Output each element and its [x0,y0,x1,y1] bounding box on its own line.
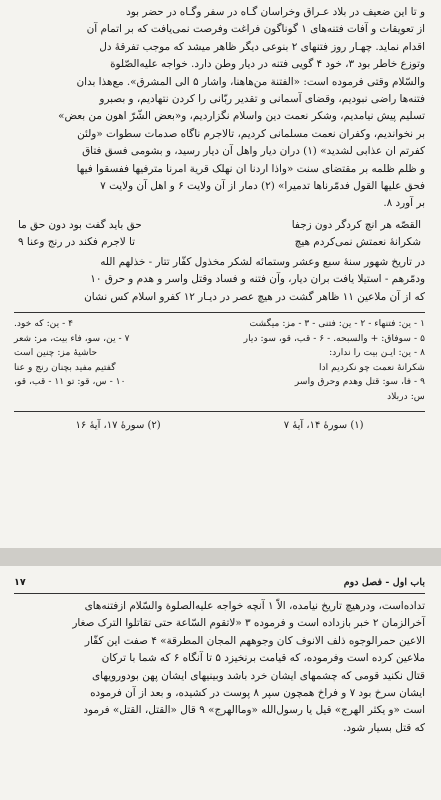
footnote-text [14,390,220,405]
reference: (۲) سورهٔ ۱۷، آیهٔ ۱۶ [75,419,161,431]
text-line: بر آورد ۸. [383,197,425,210]
text-line: ایشان سرخ بود ۷ و فراخ همچون سپر ۸ پوست در کشیده، و بعد از آن فرموده [90,687,425,700]
text-line: کفرتم ان عذابی لشدید» (۱) دران دیار واهل آن دیار رسید، و بشومی فسق فتاق [82,145,425,158]
footnote-row [14,375,425,390]
text-line: وتوزع خاطر بود ۳، خود ۴ گویی فتنه در دیار وطن دارد. خواجه علیه‌الصّلوة [110,58,425,71]
reference: (۱) سورهٔ ۱۴، آیهٔ ۷ [283,419,364,431]
verse-couplet [14,217,425,234]
footnote-text: شکرانهٔ نعمت چو نکردیم ادا [319,361,425,373]
main-text-continued [14,254,425,306]
text-line: آخرالزمان ۲ خبر بازداده است و فرموده ۳ «لاتقوم السّاعة حتی تقاتلوا الترک صغار [72,617,425,630]
verse-hemistich: حق باید گفت بود دون حق ما [18,218,142,231]
footnote-text: حاشیهٔ مز: چنین است [14,347,98,359]
text-line: فتنه‌ها راضی نبودیم، وقضای آسمانی و تقدیر ربّانی را کردن نتهادیم، و بصبرو [99,93,425,106]
footnotes [14,317,425,405]
footnote-text: ۱۰ - س، قو: تو ۱۱ - قب، قو، [14,376,126,388]
text-line: فحق علیها القول فدمّرناها تدمیرا» (۲) دمار از آن ولایت ۶ و اهل آن ولایت ۷ [100,180,425,193]
footnote-text: س: دربلاد [387,391,425,403]
verse-hemistich: تا لاجرم فکند در رنج وعنا ۹ [18,235,136,248]
page-gap [0,548,441,566]
text-line: بر نخواندیم، وکفران نعمت مسلمانی کردیم، تالاجرم ناگاه صدمات سطوات «ولئن [77,127,425,140]
footnote-text: ۸ - ین: ایـن بیت را ندارد: [329,347,425,359]
text-line: از تعویقات و آفات فتنه‌های ۱ گوناگون فراغت وفرصت نمی‌یافت که بر اتمام آن [86,23,425,36]
text-line: تداده‌است، ودرهیچ تاریخ نیامده، الاّ ۱ آنچه خواجه علیه‌الصلوة والسّلام ازفتنه‌های [84,600,425,612]
verse-block [14,217,425,251]
verse-couplet [14,234,425,251]
text-line: اقدام نماید. چهـار روز فتنهای ۲ بنوعی دیگر ظاهر میشد که موجب تفرقهٔ دل [99,40,425,53]
footnote-row [14,332,425,347]
footnote-divider [14,312,425,313]
running-header [14,576,425,594]
text-line: قتال نکنید قومی که چشمهای ایشان خرد باشد وبینیهای ایشان پهن بودورویهای [92,669,425,682]
text-line: تسلیم پیش نیامدیم، وشکر نعمت دین واسلام نگزاردیم، و«بعض الشّرّ اهون من بعض» [58,110,425,123]
footnote-row [14,317,425,332]
text-line: و تا این ضعیف در بلاد عـراق وخراسان گـاه در سفر وگـاه در حضر بود [126,6,425,18]
footnote-text: ۷ - ین، سو، فاء بیت، مر: شعر [14,332,130,344]
text-line: که قتل بسیار شود. [343,721,425,734]
text-line: که از آن ملاعین ۱۱ ظاهر گشت در هیچ عصر در دیـار ۱۲ کفرو اسلام کس نشان [84,290,425,303]
footnote-text: ۱ - ین: فتنهاء - ۲ - ین: فتنی - ۳ - مز: میگشت [249,318,425,330]
chapter-title: باب اول - فصل دوم [343,577,425,588]
verse-hemistich: شکرانهٔ نعمتش نمی‌کردم هیچ [294,235,421,248]
text-line: والسّلام وقتی فرموده است: «الفتنة من‌هاهنا، واشار ۵ الی المشرق». مع‌هذا بدان [76,75,425,88]
text-line: در تاریخ شهور سنهٔ سبع وعشر وستمائه لشکر مخذول کفّار تتار - خذلهم الله [100,255,425,268]
page-number: ۱۷ [14,577,26,588]
main-text-lower [14,598,425,737]
footnote-text: ۵ - سوفاق: + والسبحه. - ۶ - قب، قو، سو: دیار [243,332,425,344]
text-line: ودمّرهم - استیلا یافت بران دیار، وآن فتنه و فساد وقتل واسر و هدم و حرق ۱۰ [90,273,425,286]
text-line: ملاعین کرده است وفرموده، که قیامت برنخیزد ۵ تا آنگاه ۶ که شما با ترکان [101,652,425,665]
text-line: است «و یکثر الهرج» قیل یا رسول‌الله «وماالهرج» ۹ قال «القتل، القتل» فرمود [83,704,425,717]
footnote-row [14,346,425,361]
footnote-text: گفتیم مفید بچنان رنج و عنا [14,361,116,373]
footnote-text: ۴ - ین: که خود. [14,318,74,330]
footnote-row [14,361,425,376]
text-line: الاعین حمرالوجوه ذلف الانوف کان وجوههم المجان المطرقة» ۴ صفت این کفّار [84,634,425,647]
footnote-text: ۹ - فا، سو: قتل وهدم وحرق واسر [294,376,425,388]
text-line: و ظلم ظلمه بر مقتضای سنت «واذا اردنا ان نهلک قریة امرنا مترفیها ففسقوا فیها [76,162,425,175]
verse-hemistich: القصّه هر انچ کردگر دون زجفا [291,218,421,231]
quran-references [14,411,425,434]
lower-book-page [0,566,441,800]
main-text-upper [14,4,425,213]
footnote-row [14,390,425,405]
